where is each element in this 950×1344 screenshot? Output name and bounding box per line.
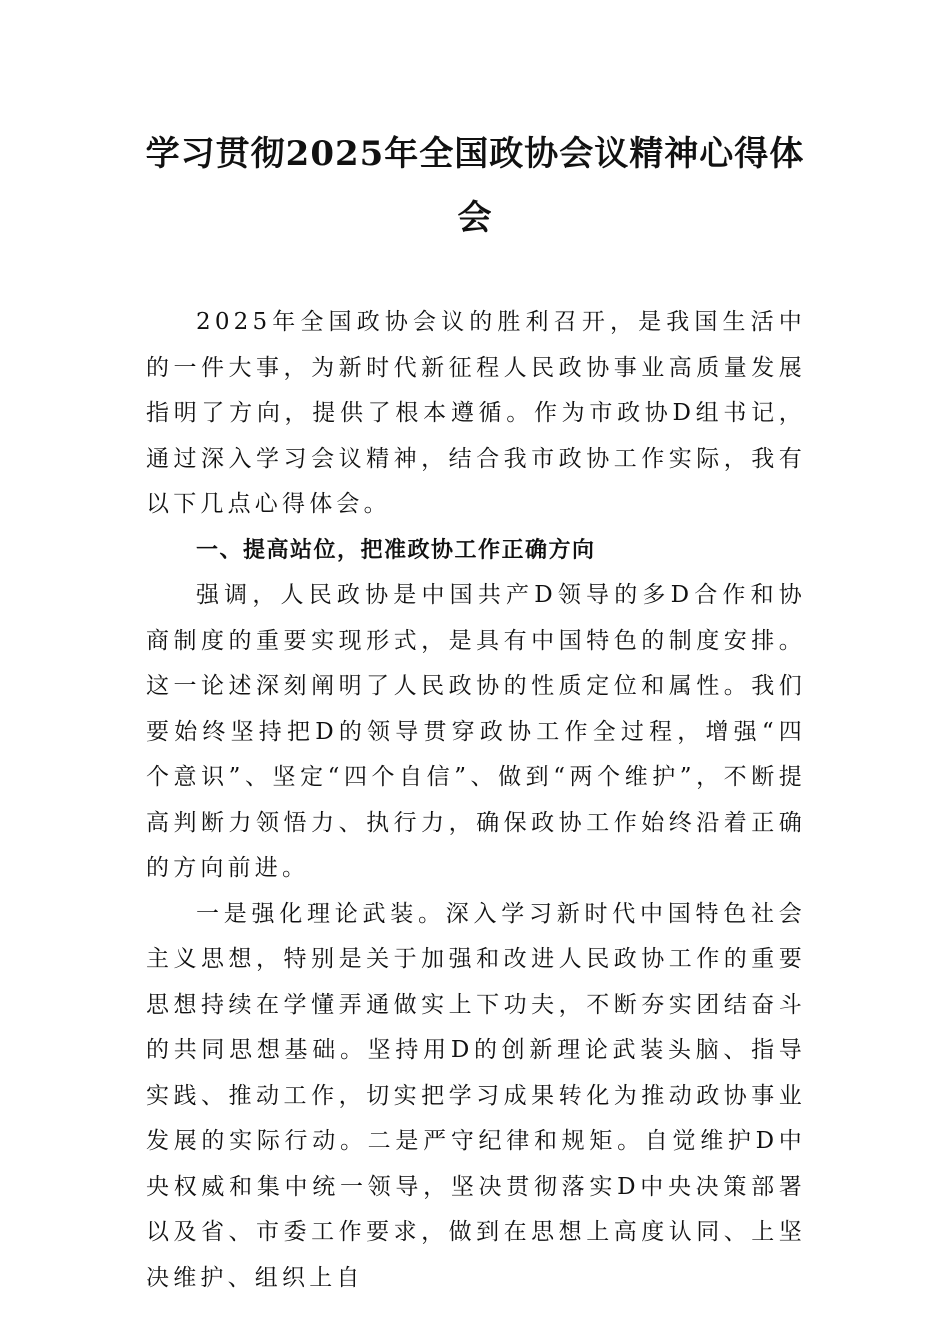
section-paragraph: 一是强化理论武装。深入学习新时代中国特色社会主义思想，特别是关于加强和改进人民政协工作的重要思想持续在学懂弄通做实上下功夫，不断夯实团结奋斗的共同思想基础。坚持用D的创新理论武装头脑、指导实践、推动工作，切实把学习成果转化为推动政协事业发展的实际行动。二是严守纪律和规矩。自觉维护D中央权威和集中统一领导，坚决贯彻落实D中央决策部署以及省、市委工作要求，做到在思想上高度认同、上坚决维护、组织上自 [146,900,806,1291]
document-title: 学习贯彻2025年全国政协会议精神心得体会 [145,134,805,238]
document-body [146,300,806,1301]
intro-paragraph: 2025年全国政协会议的胜利召开，是我国生活中的一件大事，为新时代新征程人民政协事业高质量发展指明了方向，提供了根本遵循。作为市政协D组书记，通过深入学习会议精神，结合我市政协工作实际，我有以下几点心得体会。 [146,309,806,517]
section-paragraph: 强调，人民政协是中国共产D领导的多D合作和协商制度的重要实现形式，是具有中国特色的制度安排。这一论述深刻阐明了人民政协的性质定位和属性。我们要始终坚持把D的领导贯穿政协工作全过程，增强“四个意识”、坚定“四个自信”、做到“两个维护”，不断提高判断力领悟力、执行力，确保政协工作始终沿着正确的方向前进。 [146,582,806,881]
section-heading: 一、提高站位，把准政协工作正确方向 [196,537,596,563]
